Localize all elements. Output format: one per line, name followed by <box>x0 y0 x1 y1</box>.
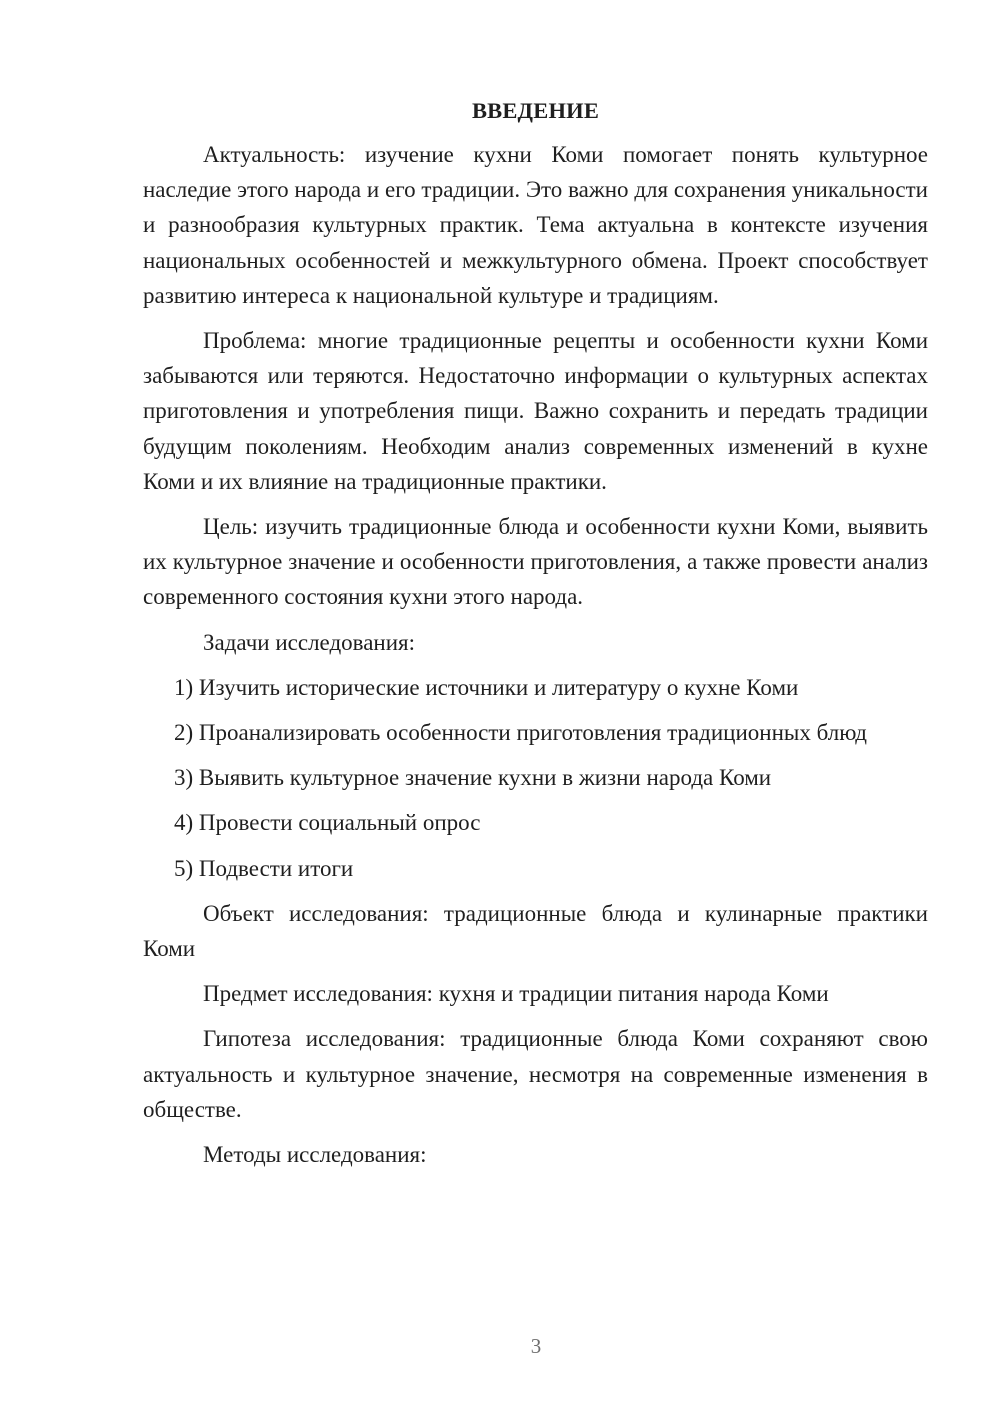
hypothesis-paragraph: Гипотеза исследования: традиционные блюда Коми сохраняют свою актуальность и культурное значение, несмотря на современные изменения в обществе. <box>143 1026 928 1122</box>
subject-paragraph: Предмет исследования: кухня и традиции питания народа Коми <box>203 981 829 1007</box>
task-item: 1) Изучить исторические источники и литературу о кухне Коми <box>174 674 799 700</box>
page-number: 3 <box>530 1334 542 1358</box>
methods-heading: Методы исследования: <box>203 1142 427 1168</box>
task-item: 5) Подвести итоги <box>174 855 354 881</box>
task-item: 2) Проанализировать особенности приготовления традиционных блюд <box>174 720 867 746</box>
goal-paragraph: Цель: изучить традиционные блюда и особенности кухни Коми, выявить их культурное значение и особенности приготовления, а также провести анализ современного состояния кухни этого народа. <box>143 514 928 610</box>
tasks-heading: Задачи исследования: <box>203 629 416 655</box>
object-paragraph: Объект исследования: традиционные блюда и кулинарные практики Коми <box>143 900 928 962</box>
section-title: ВВЕДЕНИЕ <box>471 98 600 123</box>
task-item: 3) Выявить культурное значение кухни в жизни народа Коми <box>174 765 772 791</box>
page-content <box>143 95 928 1182</box>
task-item: 4) Провести социальный опрос <box>174 810 481 836</box>
relevance-paragraph: Актуальность: изучение кухни Коми помогает понять культурное наследие этого народа и его традиции. Это важно для сохранения уникальности и разнообразия культурных практик. Тема актуальна в контексте изучения национальных особенностей и межкультурного обмена. Проект способствует развитию интереса к национальной культуре и традициям. <box>143 142 928 308</box>
problem-paragraph: Проблема: многие традиционные рецепты и особенности кухни Коми забываются или теряются. Недостаточно информации о культурных аспектах приготовления и употребления пищи. Важно сохранить и передать традиции будущим поколениям. Необходим анализ современных изменений в кухне Коми и их влияние на традиционные практики. <box>143 328 928 494</box>
